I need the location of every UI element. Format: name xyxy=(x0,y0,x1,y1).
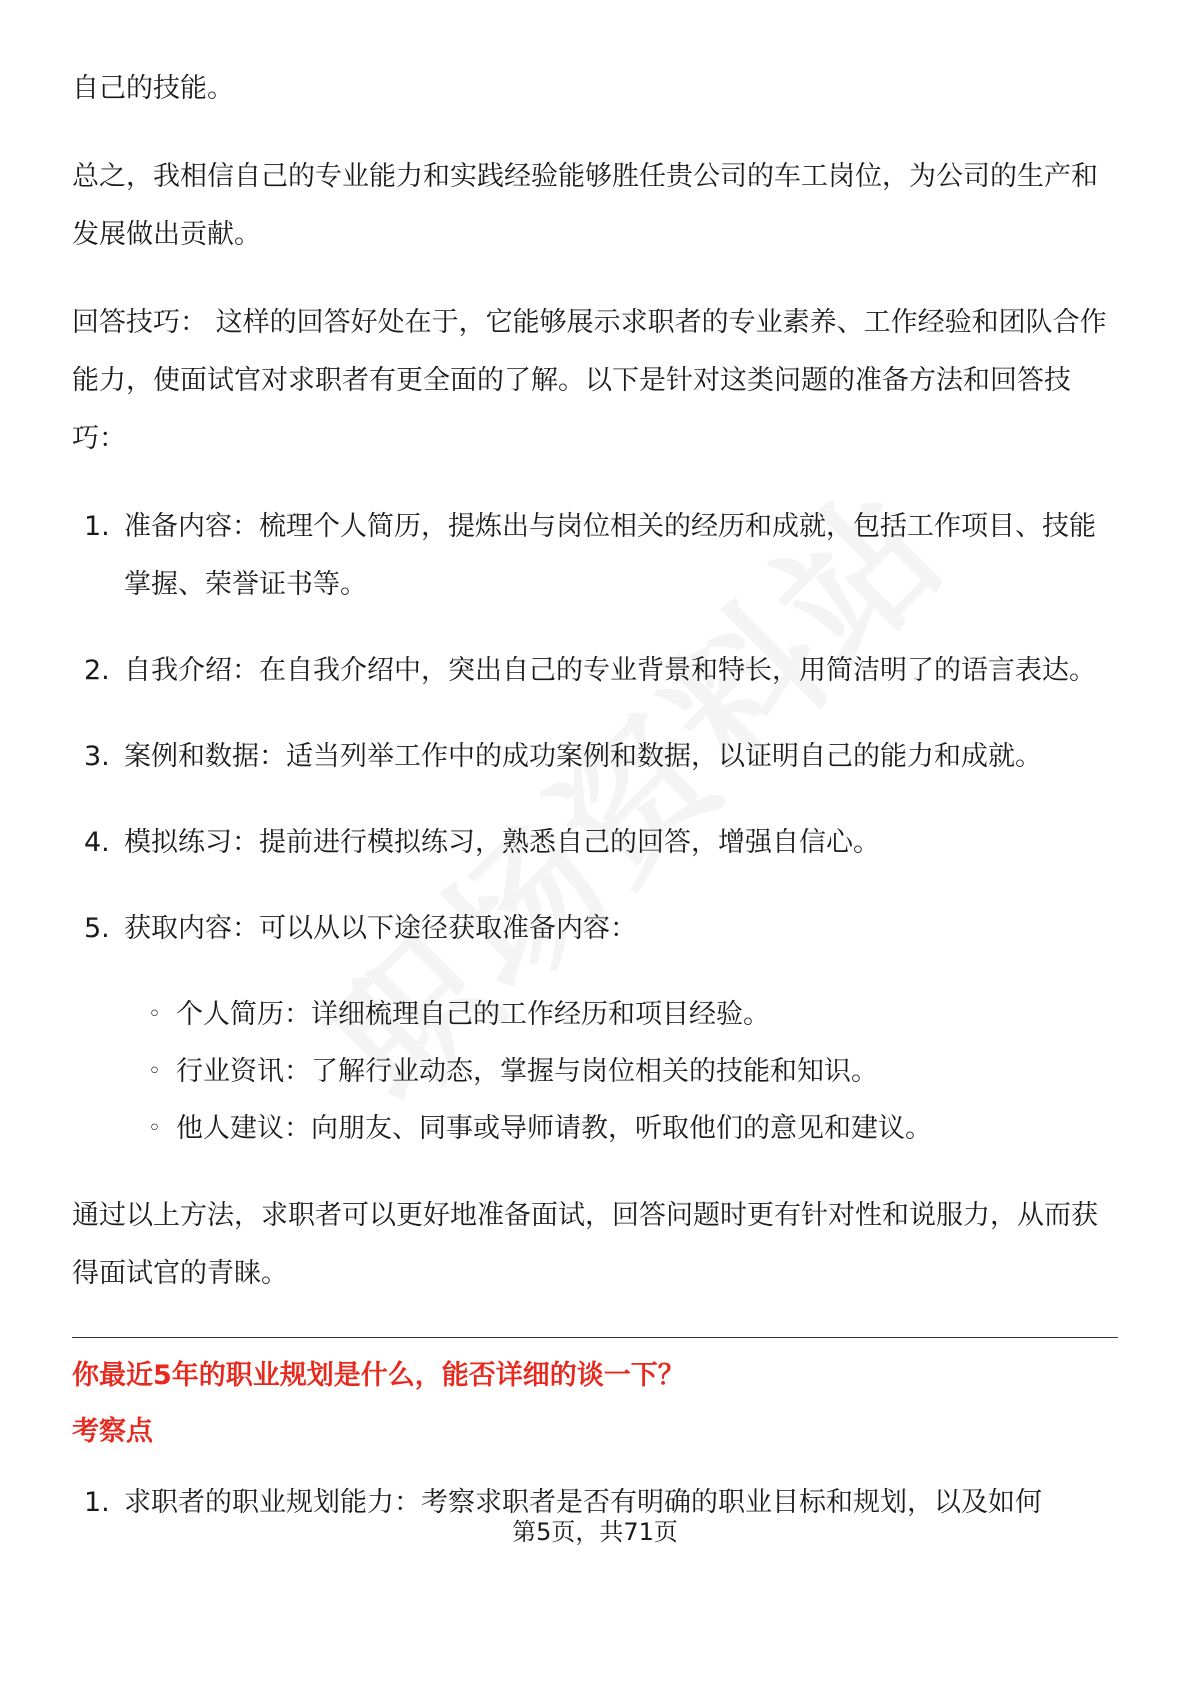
list-item xyxy=(72,814,1118,872)
bullet-icon: ◦ xyxy=(148,1059,161,1084)
bullet-item xyxy=(72,1043,1118,1100)
bullet-item-text: 行业资讯：了解行业动态，掌握与岗位相关的技能和知识。 xyxy=(176,1056,878,1087)
document-page xyxy=(72,60,1118,1532)
bullet-icon: ◦ xyxy=(148,1002,161,1027)
list-number: 3. xyxy=(84,741,110,772)
list-item xyxy=(72,900,1118,958)
list-number: 1. xyxy=(84,1487,110,1518)
list-item xyxy=(72,498,1118,614)
list-item-text: 模拟练习：提前进行模拟练习，熟悉自己的回答，增强自信心。 xyxy=(124,827,880,858)
tips-list xyxy=(72,498,1118,958)
question-title: 你最近5年的职业规划是什么，能否详细的谈一下？ xyxy=(72,1360,685,1391)
list-item-text: 准备内容：梳理个人简历，提炼出与岗位相关的经历和成就，包括工作项目、技能掌握、荣誉证书等。 xyxy=(124,511,1096,600)
paragraph-answer-tips: 回答技巧： 这样的回答好处在于，它能够展示求职者的专业素养、工作经验和团队合作能力，使面试官对求职者有更全面的了解。以下是针对这类问题的准备方法和回答技巧： xyxy=(72,307,1107,454)
list-item xyxy=(72,642,1118,700)
bullet-item-text: 他人建议：向朋友、同事或导师请教，听取他们的意见和建议。 xyxy=(176,1113,932,1144)
list-item xyxy=(72,728,1118,786)
list-item-text: 获取内容：可以从以下途径获取准备内容： xyxy=(124,913,637,944)
section-subtitle: 考察点 xyxy=(72,1416,153,1447)
paragraph-summary: 总之，我相信自己的专业能力和实践经验能够胜任贵公司的车工岗位，为公司的生产和发展做出贡献。 xyxy=(72,161,1098,250)
paragraph-intro-tail: 自己的技能。 xyxy=(72,73,234,104)
list-number: 5. xyxy=(84,913,110,944)
bullet-item-text: 个人简历：详细梳理自己的工作经历和项目经验。 xyxy=(176,999,770,1030)
page-footer: 第5页，共71页 xyxy=(512,1518,678,1546)
list-item-text: 自我介绍：在自我介绍中，突出自己的专业背景和特长，用简洁明了的语言表达。 xyxy=(124,655,1096,686)
bullet-item xyxy=(72,1100,1118,1157)
bullet-item xyxy=(72,986,1118,1043)
list-item-text: 求职者的职业规划能力：考察求职者是否有明确的职业目标和规划，以及如何 xyxy=(124,1487,1042,1518)
list-number: 2. xyxy=(84,655,110,686)
list-number: 1. xyxy=(84,511,110,542)
list-item-text: 案例和数据：适当列举工作中的成功案例和数据，以证明自己的能力和成就。 xyxy=(124,741,1042,772)
sources-list xyxy=(72,986,1118,1157)
paragraph-conclusion: 通过以上方法，求职者可以更好地准备面试，回答问题时更有针对性和说服力，从而获得面试官的青睐。 xyxy=(72,1200,1098,1289)
bullet-icon: ◦ xyxy=(148,1116,161,1141)
list-number: 4. xyxy=(84,827,110,858)
